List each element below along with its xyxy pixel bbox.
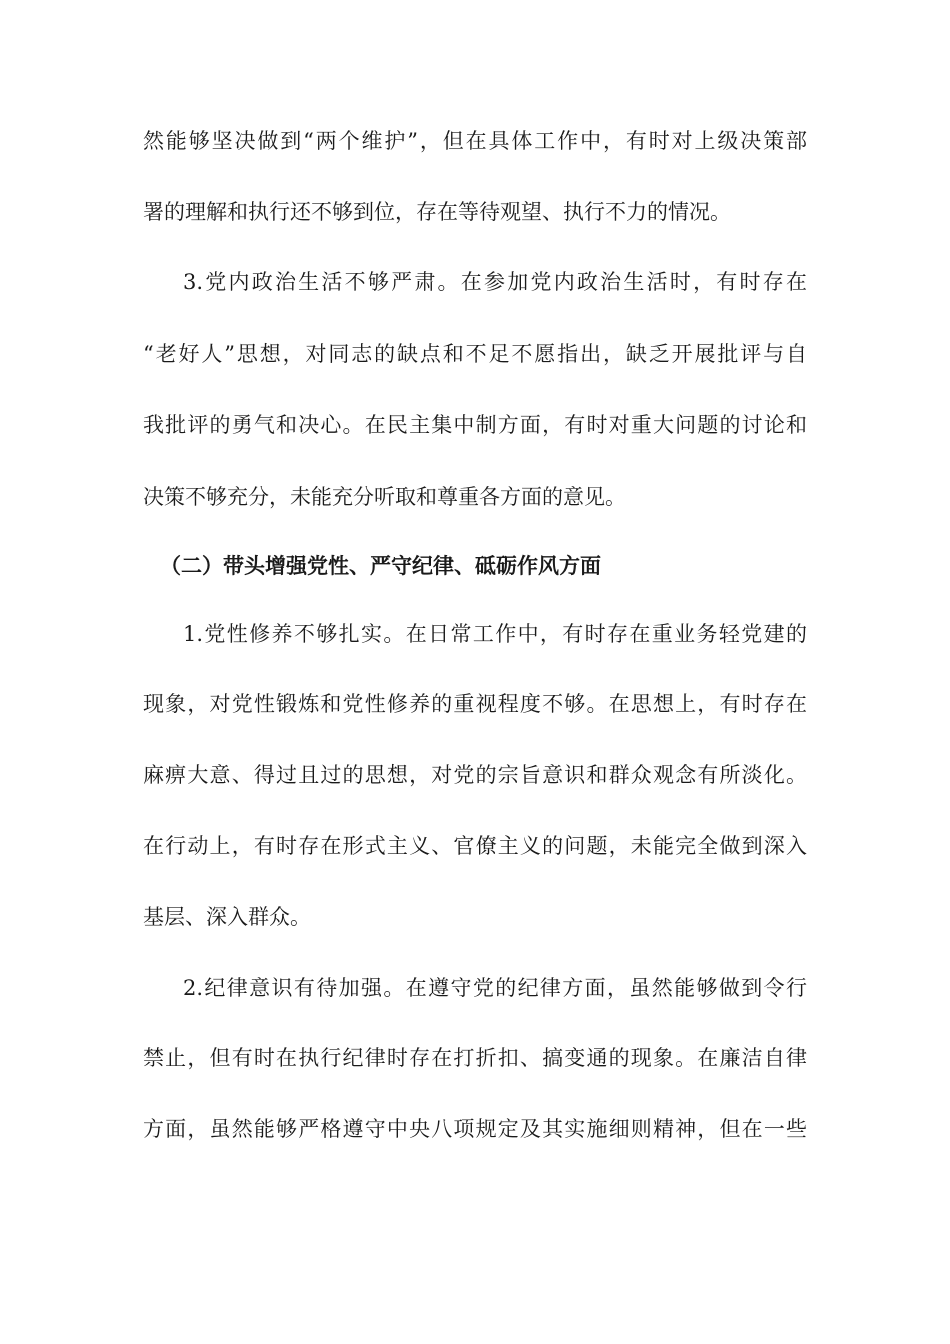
paragraph-line: 署的理解和执行还不够到位，存在等待观望、执行不力的情况。 <box>143 200 731 224</box>
paragraph-line: 禁止，但有时在执行纪律时存在打折扣、搞变通的现象。在廉洁自律 <box>143 1046 807 1070</box>
numbered-item-3-title: 3.党内政治生活不够严肃。在参加党内政治生活时，有时存在 <box>183 270 807 294</box>
paragraph-line: 决策不够充分，未能充分听取和尊重各方面的意见。 <box>143 485 626 509</box>
numbered-item-1-title: 1.党性修养不够扎实。在日常工作中，有时存在重业务轻党建的 <box>183 622 807 646</box>
paragraph-line: 然能够坚决做到“两个维护”，但在具体工作中，有时对上级决策部 <box>143 129 807 153</box>
paragraph-line: 方面，虽然能够严格遵守中央八项规定及其实施细则精神，但在一些 <box>143 1117 807 1141</box>
numbered-item-2-title: 2.纪律意识有待加强。在遵守党的纪律方面，虽然能够做到令行 <box>183 976 807 1000</box>
paragraph-line: “老好人”思想，对同志的缺点和不足不愿指出，缺乏开展批评与自 <box>143 342 807 366</box>
paragraph-line: 在行动上，有时存在形式主义、官僚主义的问题，未能完全做到深入 <box>143 834 807 858</box>
paragraph-line: 基层、深入群众。 <box>143 905 311 929</box>
paragraph-line: 现象，对党性锻炼和党性修养的重视程度不够。在思想上，有时存在 <box>143 692 807 716</box>
section-heading: （二）带头增强党性、严守纪律、砥砺作风方面 <box>160 554 601 578</box>
paragraph-line: 我批评的勇气和决心。在民主集中制方面，有时对重大问题的讨论和 <box>143 413 807 437</box>
paragraph-line: 麻痹大意、得过且过的思想，对党的宗旨意识和群众观念有所淡化。 <box>143 763 807 787</box>
